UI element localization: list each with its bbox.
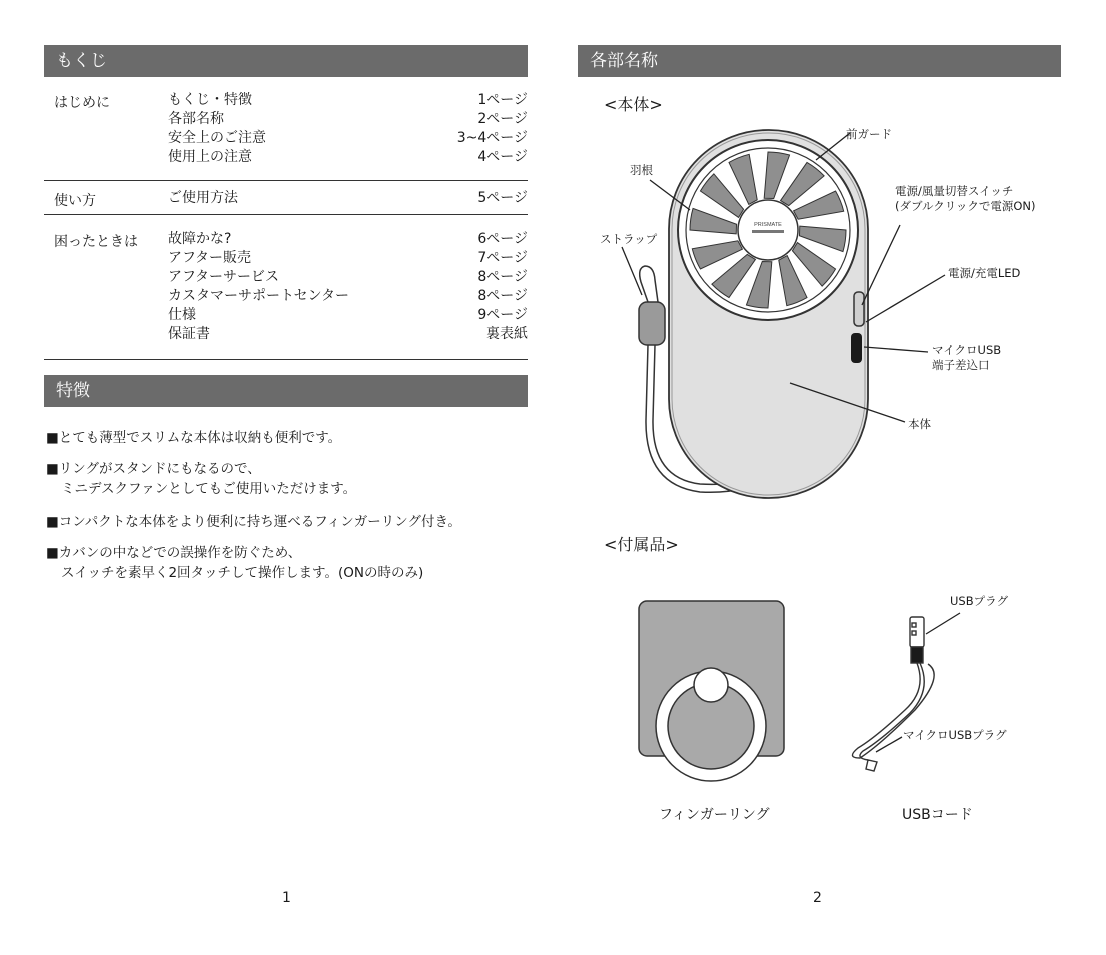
label-usb-cord: USBコード [902, 807, 973, 823]
label-main-body: 本体 [908, 417, 931, 431]
toc-item[interactable]: 安全上のご注意 3~4ページ [168, 130, 528, 146]
label-switch: 電源/風量切替スイッチ (ダブルクリックで電源ON) [895, 184, 1036, 213]
toc-item[interactable]: ご使用方法 5ページ [168, 190, 528, 206]
label-usb-port: マイクロUSB 端子差込口 [932, 343, 1002, 372]
page-number: 2 [813, 890, 822, 906]
toc-item[interactable]: もくじ・特徴 1ページ [168, 92, 528, 108]
toc-item[interactable]: アフター販売 7ページ [168, 250, 528, 266]
toc-item[interactable]: 保証書 裏表紙 [168, 326, 528, 342]
finger-ring-illustration [639, 601, 784, 781]
toc-item[interactable]: 使用上の注意 4ページ [168, 149, 528, 165]
feature-item: ■とても薄型でスリムな本体は収納も便利です。 [46, 430, 342, 446]
toc-category-trouble: 困ったときは [54, 234, 138, 250]
label-front-guard: 前ガード [846, 127, 892, 141]
parts-heading: 各部名称 [578, 45, 1061, 77]
page-number: 1 [282, 890, 291, 906]
usb-cord-illustration [852, 617, 934, 771]
label-finger-ring: フィンガーリング [659, 807, 770, 823]
toc-item[interactable]: アフターサービス 8ページ [168, 269, 528, 285]
feature-item: ■リングがスタンドにもなるので、 ミニデスクファンとしてもご使用いただけます。 [46, 461, 357, 497]
accessories-subheading: <付属品> [604, 535, 679, 554]
toc-category-intro: はじめに [54, 95, 110, 111]
brand-text: PRISMATE [754, 222, 782, 228]
features-heading: 特徴 [44, 375, 528, 407]
feature-item: ■カバンの中などでの誤操作を防ぐため、 スイッチを素早く2回タッチして操作します。(ONの時のみ) [46, 545, 424, 581]
toc-heading: もくじ [44, 45, 528, 77]
label-micro-usb-plug: マイクロUSBプラグ [903, 728, 1007, 742]
toc-item[interactable]: 故障かな? 6ページ [168, 231, 528, 247]
label-blade: 羽根 [630, 163, 653, 177]
toc-item[interactable]: 各部名称 2ページ [168, 111, 528, 127]
feature-item: ■コンパクトな本体をより便利に持ち運べるフィンガーリング付き。 [46, 514, 461, 530]
label-strap: ストラップ [600, 232, 658, 246]
label-led: 電源/充電LED [948, 266, 1021, 280]
label-usb-plug: USBプラグ [950, 594, 1009, 608]
toc-item[interactable]: 仕様 9ページ [168, 307, 528, 323]
body-subheading: <本体> [604, 95, 663, 114]
toc-category-usage: 使い方 [54, 193, 96, 209]
toc-item[interactable]: カスタマーサポートセンター 8ページ [168, 288, 528, 304]
